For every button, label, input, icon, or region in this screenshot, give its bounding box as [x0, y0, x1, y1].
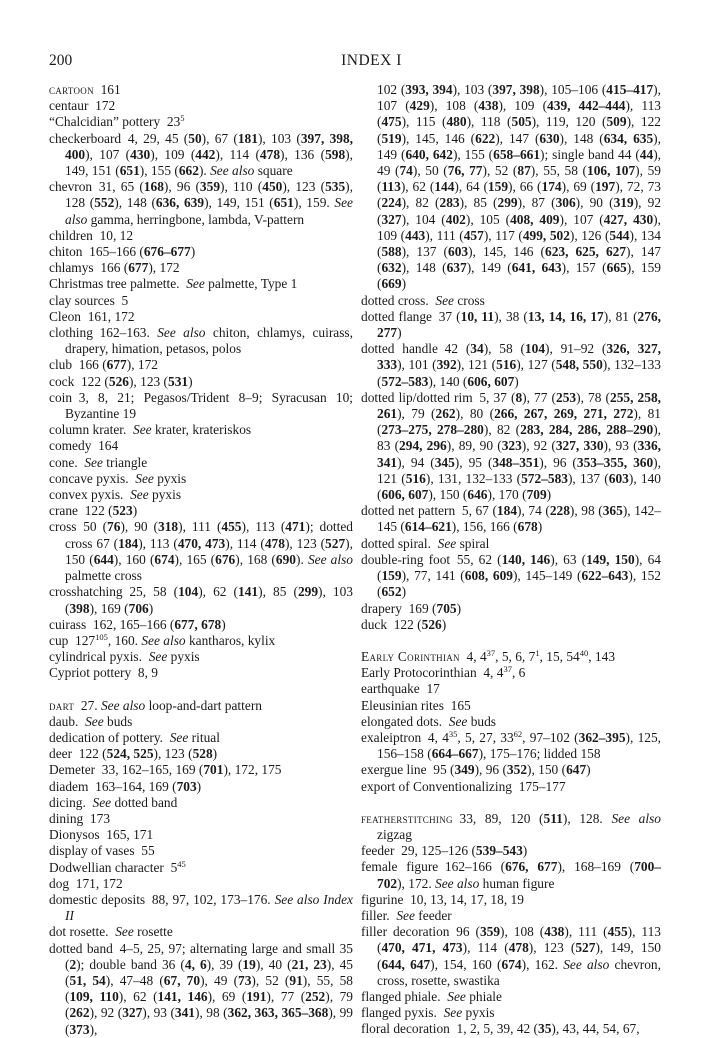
entry-headword: cuirass	[49, 616, 87, 632]
entry-headword: domestic deposits	[49, 891, 146, 907]
entry-references: 165	[443, 697, 471, 713]
entry-references: 42 (34), 58 (104), 91–92 (326, 327, 333), 101 (392), 121 (516), 127 (548, 550), 132–133 (572–583), 140 (606, 607)	[377, 341, 661, 389]
index-entry	[361, 617, 661, 633]
entry-references: 161, 172	[81, 308, 135, 324]
index-entry	[49, 228, 353, 244]
entry-references: See ritual	[169, 729, 220, 745]
entry-headword: dotted cross.	[361, 292, 429, 308]
entry-headword: elongated dots.	[361, 713, 443, 729]
entry-references: $23^5$	[160, 113, 185, 130]
index-entry	[361, 843, 661, 859]
index-entry	[49, 665, 353, 681]
entry-headword: Demeter	[49, 762, 96, 778]
index-entry	[361, 601, 661, 617]
entry-references: 55, 62 (140, 146), 63 (149, 150), 64 (159), 77, 141 (608, 609), 145–149 (622–643), 152 (652)	[377, 551, 661, 600]
entry-headword: dotted lip/dotted rim	[361, 389, 473, 405]
entry-headword: drapery	[361, 600, 402, 616]
index-entry	[361, 811, 661, 843]
entry-headword: earthquake	[361, 681, 420, 697]
index-entry	[49, 114, 353, 130]
entry-headword: dotted flange	[361, 308, 432, 324]
entry-references: See pyxis	[443, 1005, 495, 1021]
entry-headword: dedication of pottery.	[49, 729, 164, 745]
entry-references: See triangle	[84, 454, 148, 470]
entry-headword: double-ring foot	[361, 551, 451, 567]
entry-headword: dog	[49, 875, 70, 891]
entry-references: See feeder	[396, 907, 452, 923]
index-entry	[361, 762, 661, 778]
entry-headword: cylindrical pyxis.	[49, 649, 142, 665]
entry-references: See phiale	[447, 988, 502, 1004]
index-entry	[49, 698, 353, 714]
entry-headword: dining	[49, 810, 84, 826]
entry-headword: centaur	[49, 98, 89, 114]
entry-headword: club	[49, 357, 73, 373]
entry-references: 102 (393, 394), 103 (397, 398), 105–106 (415–417), 107 (429), 108 (438), 109 (439, 442–444), 113 (475), 115 (480), 118 (505), 119, 120 (509), 122 (519), 145, 146 (622), 147 (630), 148 (634, 635), 149 (640, 642), 155 (658–661); single band 44 (44), 49 (74), 50 (76, 77), 52 (87), 55, 58 (106, 107), 59 (113), 62 (144), 64 (159), 66 (174), 69 (197), 72, 73 (224), 82 (283), 85 (299), 87 (306), 90 (319), 92 (327), 104 (402), 105 (408, 409), 107 (427, 430), 109 (443), 111 (457), 117 (499, 502), 126 (544), 134 (588), 137 (603), 145, 146 (623, 625, 627), 147 (632), 148 (637), 149 (641, 643), 157 (665), 159 (669)	[377, 82, 662, 292]
entry-headword: dicing.	[49, 794, 86, 810]
entry-references: See rosette	[115, 924, 173, 940]
index-entry	[361, 779, 661, 795]
entry-headword: export of Conventionalizing	[361, 778, 512, 794]
index-entry	[49, 325, 353, 357]
entry-headword: comedy	[49, 438, 92, 454]
index-entry	[49, 584, 353, 616]
entry-headword: figurine	[361, 891, 404, 907]
index-entry	[361, 681, 661, 697]
entry-headword: cartoon	[49, 82, 94, 97]
entry-references: See pyxis	[135, 470, 187, 486]
entry-headword: Christmas tree palmette.	[49, 276, 180, 292]
entry-references: 4, $4^{37}$, 5, 6, $7^1$, 15, $54^{40}$, 143	[459, 647, 616, 664]
entry-headword: convex pyxis.	[49, 487, 124, 503]
entry-headword: exergue line	[361, 762, 427, 778]
entry-references: 3, 8, 21; Pegasos/Trident 8–9; Syracusan 10; Byzantine 19	[65, 389, 353, 422]
entry-headword: diadem	[49, 778, 89, 794]
entry-headword: deer	[49, 746, 73, 762]
index-entry	[49, 633, 353, 649]
entry-headword: flanged phiale.	[361, 988, 441, 1004]
index-entry	[361, 536, 661, 552]
index-entry	[49, 309, 353, 325]
index-entry	[49, 617, 353, 633]
entry-headword: Early Corinthian	[361, 648, 460, 664]
entry-headword: filler decoration	[361, 924, 450, 940]
entry-headword: female figure	[361, 859, 439, 875]
entry-references: 1, 2, 5, 39, 42 (35), 43, 44, 54, 67,	[449, 1021, 640, 1037]
index-entry	[49, 276, 353, 292]
entry-references: See spiral	[437, 535, 490, 551]
entry-references: See palmette, Type 1	[186, 276, 298, 292]
entry-references: 169 (705)	[401, 600, 462, 616]
entry-references: 4, $4^{37}$, 6	[476, 664, 526, 681]
entry-references: 122 (524, 525), 123 (528)	[72, 746, 218, 762]
index-entry	[361, 649, 661, 665]
entry-references: 161	[93, 82, 121, 97]
index-entry	[361, 552, 661, 601]
page-number: 200	[49, 52, 73, 69]
entry-headword: crane	[49, 503, 78, 519]
index-entry	[49, 519, 353, 584]
entry-references: 122 (523)	[78, 503, 138, 519]
entry-references: 122 (526), 123 (531)	[74, 373, 193, 389]
entry-headword: Dionysos	[49, 827, 100, 843]
entry-references: 33, 89, 120 (511), 128. See also zigzag	[377, 810, 661, 842]
index-column-right	[361, 82, 661, 1038]
index-entry	[49, 795, 353, 811]
index-entry	[361, 859, 661, 891]
entry-references: 55	[134, 843, 155, 859]
index-entry	[361, 390, 661, 503]
entry-references: 5, 67 (184), 74 (228), 98 (365), 142–145 (614–621), 156, 166 (678)	[377, 503, 661, 535]
entry-headword: display of vases	[49, 843, 135, 859]
index-entry	[49, 487, 353, 503]
entry-headword: coin	[49, 389, 73, 405]
section-gap	[361, 633, 661, 649]
index-entry	[49, 941, 353, 1038]
index-entry	[49, 860, 353, 876]
entry-headword: concave pyxis.	[49, 470, 129, 486]
entry-headword: “Chalcidian” pottery	[49, 114, 161, 130]
entry-headword: clothing	[49, 325, 93, 341]
index-entry	[49, 503, 353, 519]
entry-headword: flanged pyxis.	[361, 1005, 437, 1021]
index-entry	[49, 811, 353, 827]
entry-references: 166 (677), 172	[93, 260, 180, 276]
running-title: INDEX I	[341, 52, 402, 69]
entry-headword: exaleiptron	[361, 729, 422, 745]
index-entry	[49, 924, 353, 940]
index-entry	[49, 98, 353, 114]
index-entry	[49, 82, 353, 98]
entry-references: 29, 125–126 (539–543)	[394, 843, 528, 859]
index-entry	[49, 293, 353, 309]
entry-headword: crosshatching	[49, 584, 123, 600]
entry-references: See pyxis	[130, 487, 182, 503]
entry-headword: floral decoration	[361, 1021, 450, 1037]
entry-references: See buds	[85, 713, 133, 729]
entry-references: 88, 97, 102, 173–176. See also Index II	[65, 891, 353, 924]
entry-references: See buds	[448, 713, 497, 729]
entry-references: See krater, krateriskos	[133, 422, 252, 438]
index-entry	[49, 422, 353, 438]
entry-references: 17	[419, 681, 440, 697]
index-entry	[49, 762, 353, 778]
entry-headword: Cypriot pottery	[49, 665, 132, 681]
entry-references: 175–177	[512, 778, 566, 794]
index-entry	[49, 390, 353, 422]
entry-references: 122 (526)	[387, 616, 447, 632]
entry-references: 33, 162–165, 169 (701), 172, 175	[95, 762, 282, 778]
index-entry	[49, 179, 353, 228]
index-entry	[361, 1005, 661, 1021]
entry-references: 4, $4^{35}$, 5, 27, $33^{62}$, 97–102 (362–395), 125, 156–158 (664–667), 175–176; lidded 158	[377, 728, 661, 762]
index-entry-continuation	[361, 82, 661, 293]
entry-references: 162, 165–166 (677, 678)	[86, 616, 226, 632]
page-header	[0, 52, 703, 72]
entry-headword: dotted spiral.	[361, 535, 431, 551]
index-entry	[361, 714, 661, 730]
entry-headword: dot rosette.	[49, 924, 109, 940]
index-entry	[49, 455, 353, 471]
entry-references: 10, 13, 14, 17, 18, 19	[403, 891, 524, 907]
entry-headword: column krater.	[49, 422, 127, 438]
index-entry	[49, 471, 353, 487]
index-entry	[361, 908, 661, 924]
entry-references: 27. See also loop-and-dart pattern	[74, 697, 262, 713]
index-entry	[49, 438, 353, 454]
entry-references: 5	[114, 292, 129, 308]
index-entry	[49, 843, 353, 859]
entry-headword: filler.	[361, 907, 390, 923]
index-column-left	[49, 82, 353, 1038]
entry-references: 165, 171	[99, 827, 154, 843]
index-entry	[49, 260, 353, 276]
entry-headword: dotted band	[49, 940, 113, 956]
entry-references: $5^{45}$	[163, 858, 186, 875]
entry-references: See pyxis	[148, 649, 200, 665]
entry-headword: cone.	[49, 454, 78, 470]
index-entry	[361, 665, 661, 681]
index-entry	[49, 892, 353, 924]
entry-references: 96 (359), 108 (438), 111 (455), 113 (470, 471, 473), 114 (478), 123 (527), 149, 150 (644, 647), 154, 160 (674), 162. See also chevron, cross, rosette, swastika	[377, 924, 661, 988]
entry-references: 37 (10, 11), 38 (13, 14, 16, 17), 81 (276, 277)	[377, 308, 661, 341]
index-entry	[49, 746, 353, 762]
entry-headword: Early Protocorinthian	[361, 665, 477, 681]
entry-references: 171, 172	[69, 875, 123, 891]
entry-references: 162–166 (676, 677), 168–169 (700–702), 172. See also human figure	[377, 859, 661, 891]
index-entry	[49, 374, 353, 390]
entry-headword: Dodwellian character	[49, 859, 164, 875]
entry-headword: Eleusinian rites	[361, 697, 444, 713]
index-entry	[361, 503, 661, 535]
index-entry	[49, 131, 353, 180]
entry-references: 4–5, 25, 97; alternating large and small 35 (2); double band 36 (4, 6), 39 (19), 40 (21, 23), 45 (51, 54), 47–48 (67, 70), 49 (73), 52 (91), 55, 58 (109, 110), 62 (141, 146), 69 (191), 77 (252), 79 (262), 92 (327), 93 (341), 98 (362, 363, 365–368), 99 (373),	[65, 940, 354, 1037]
entry-references: $127^{105}$, 160. See also kantharos, kylix	[68, 631, 276, 648]
entry-headword: dart	[49, 697, 75, 713]
entry-references: 4, 29, 45 (50), 67 (181), 103 (397, 398, 400), 107 (430), 109 (442), 114 (478), 136 (598), 149, 151 (651), 155 (662). See also square	[65, 130, 353, 179]
entry-headword: children	[49, 227, 93, 243]
entry-headword: daub.	[49, 713, 79, 729]
index-entry	[361, 309, 661, 341]
index-entry	[361, 892, 661, 908]
entry-headword: feeder	[361, 843, 395, 859]
entry-headword: chlamys	[49, 260, 94, 276]
index-entry	[49, 714, 353, 730]
entry-headword: cock	[49, 373, 75, 389]
entry-references: 164	[91, 438, 119, 454]
entry-headword: dotted handle	[361, 341, 438, 357]
index-entry	[361, 698, 661, 714]
entry-headword: duck	[361, 616, 388, 632]
entry-headword: cup	[49, 632, 69, 648]
entry-references: 95 (349), 96 (352), 150 (647)	[426, 762, 591, 778]
index-entry	[49, 244, 353, 260]
index-entry	[361, 341, 661, 390]
entry-references: 50 (76), 90 (318), 111 (455), 113 (471); dotted cross 67 (184), 113 (470, 473), 114 (478), 123 (527), 150 (644), 160 (674), 165 (676), 168 (690). See also palmette cross	[65, 519, 353, 584]
entry-references: 25, 58 (104), 62 (141), 85 (299), 103 (398), 169 (706)	[65, 584, 354, 616]
entry-references: 173	[83, 810, 111, 826]
index-entry	[49, 876, 353, 892]
index-entry	[361, 730, 661, 762]
entry-headword: clay sources	[49, 292, 115, 308]
section-gap	[361, 795, 661, 811]
entry-references: 165–166 (676–677)	[82, 244, 196, 260]
entry-references: 31, 65 (168), 96 (359), 110 (450), 123 (535), 128 (552), 148 (636, 639), 149, 151 (651), 159. See also gamma, herringbone, lambda, V-pattern	[65, 179, 353, 227]
entry-headword: chevron	[49, 179, 93, 195]
entry-references: 8, 9	[131, 665, 158, 681]
index-entry	[361, 293, 661, 309]
entry-headword: cross	[49, 519, 77, 535]
entry-headword: checkerboard	[49, 130, 122, 146]
entry-references: 172	[88, 98, 116, 114]
entry-headword: featherstitching	[361, 810, 453, 826]
index-entry	[49, 827, 353, 843]
index-entry	[49, 357, 353, 373]
index-entry	[49, 649, 353, 665]
entry-references: 5, 37 (8), 77 (253), 78 (255, 258, 261), 79 (262), 80 (266, 267, 269, 271, 272), 81 (273–275, 278–280), 82 (283, 284, 286, 288–290), 83 (294, 296), 89, 90 (323), 92 (327, 330), 93 (336, 341), 94 (345), 95 (348–351), 96 (353–355, 360), 121 (516), 131, 132–133 (572–583), 137 (603), 140 (606, 607), 150 (646), 170 (709)	[377, 389, 662, 503]
entry-headword: Cleon	[49, 308, 81, 324]
entry-references: See dotted band	[92, 794, 178, 810]
index-entry	[49, 730, 353, 746]
index-entry	[361, 924, 661, 989]
entry-headword: chiton	[49, 244, 83, 260]
entry-references: 162–163. See also chiton, chlamys, cuirass, drapery, himation, petasos, polos	[65, 325, 353, 357]
entry-references: 10, 12	[92, 227, 134, 243]
index-entry	[49, 779, 353, 795]
entry-headword: dotted net pattern	[361, 503, 456, 519]
entry-references: 166 (677), 172	[72, 357, 158, 373]
entry-references: 163–164, 169 (703)	[88, 778, 202, 794]
entry-references: See cross	[435, 292, 485, 308]
index-entry	[361, 989, 661, 1005]
section-gap	[49, 682, 353, 698]
